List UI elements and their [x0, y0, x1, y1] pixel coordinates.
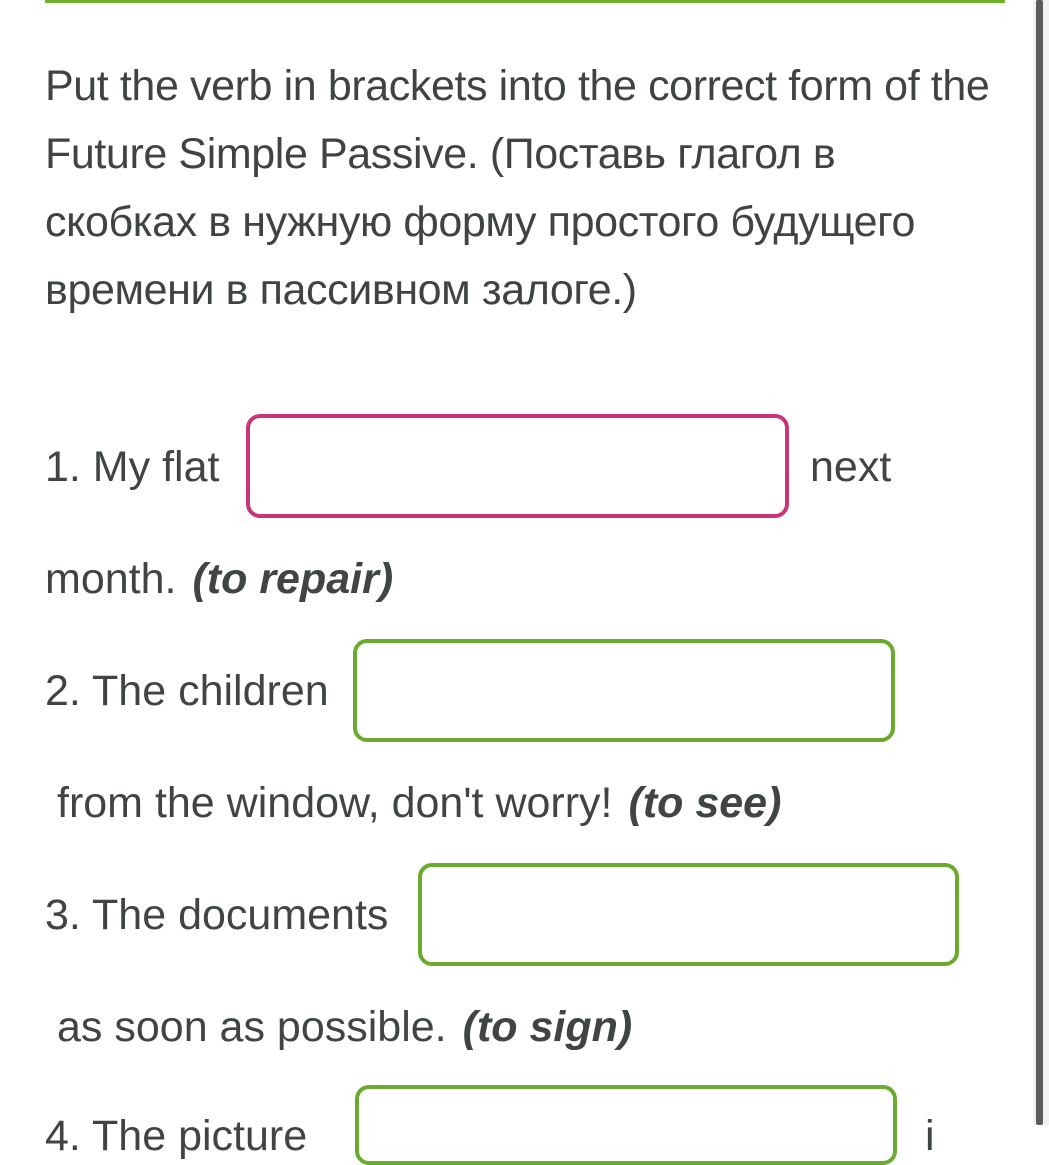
exercise-3-suffix: as soon as possible.: [57, 1003, 447, 1051]
exercise-2-suffix: from the window, don't worry!: [57, 779, 613, 827]
exercise-1-continuation: [45, 551, 393, 607]
exercise-2-prefix: 2. The children: [45, 667, 329, 715]
scrollbar-track[interactable]: [1033, 0, 1049, 1125]
exercise-3-continuation: [57, 999, 632, 1055]
exercise-1-suffix: month.: [45, 555, 177, 603]
exercise-1-answer-input[interactable]: [246, 414, 789, 518]
exercise-1-inline-suffix: next: [810, 443, 892, 491]
exercise-1-prefix: 1. My flat: [45, 443, 220, 491]
exercise-3-hint: (to sign): [462, 1003, 633, 1051]
exercise-2-continuation: [57, 775, 781, 831]
task-instructions: Put the verb in brackets into the correct form of the Future Simple Passive. (Поставь глагол в скобках в нужную форму простого будущего времени в пассивном залоге.): [45, 62, 990, 314]
exercise-4-prefix: 4. The picture: [45, 1112, 308, 1160]
top-divider: [45, 0, 1005, 3]
exercise-2-answer-input[interactable]: [353, 639, 895, 742]
exercise-1-hint: (to repair): [192, 555, 394, 603]
scrollbar-thumb[interactable]: [1036, 0, 1043, 1125]
exercise-4-answer-input[interactable]: [355, 1085, 897, 1165]
exercise-2-hint: (to see): [628, 779, 782, 827]
exercise-3-answer-input[interactable]: [418, 863, 959, 966]
exercise-3-prefix: 3. The documents: [45, 891, 389, 939]
exercise-4-inline-suffix: i: [925, 1112, 935, 1160]
